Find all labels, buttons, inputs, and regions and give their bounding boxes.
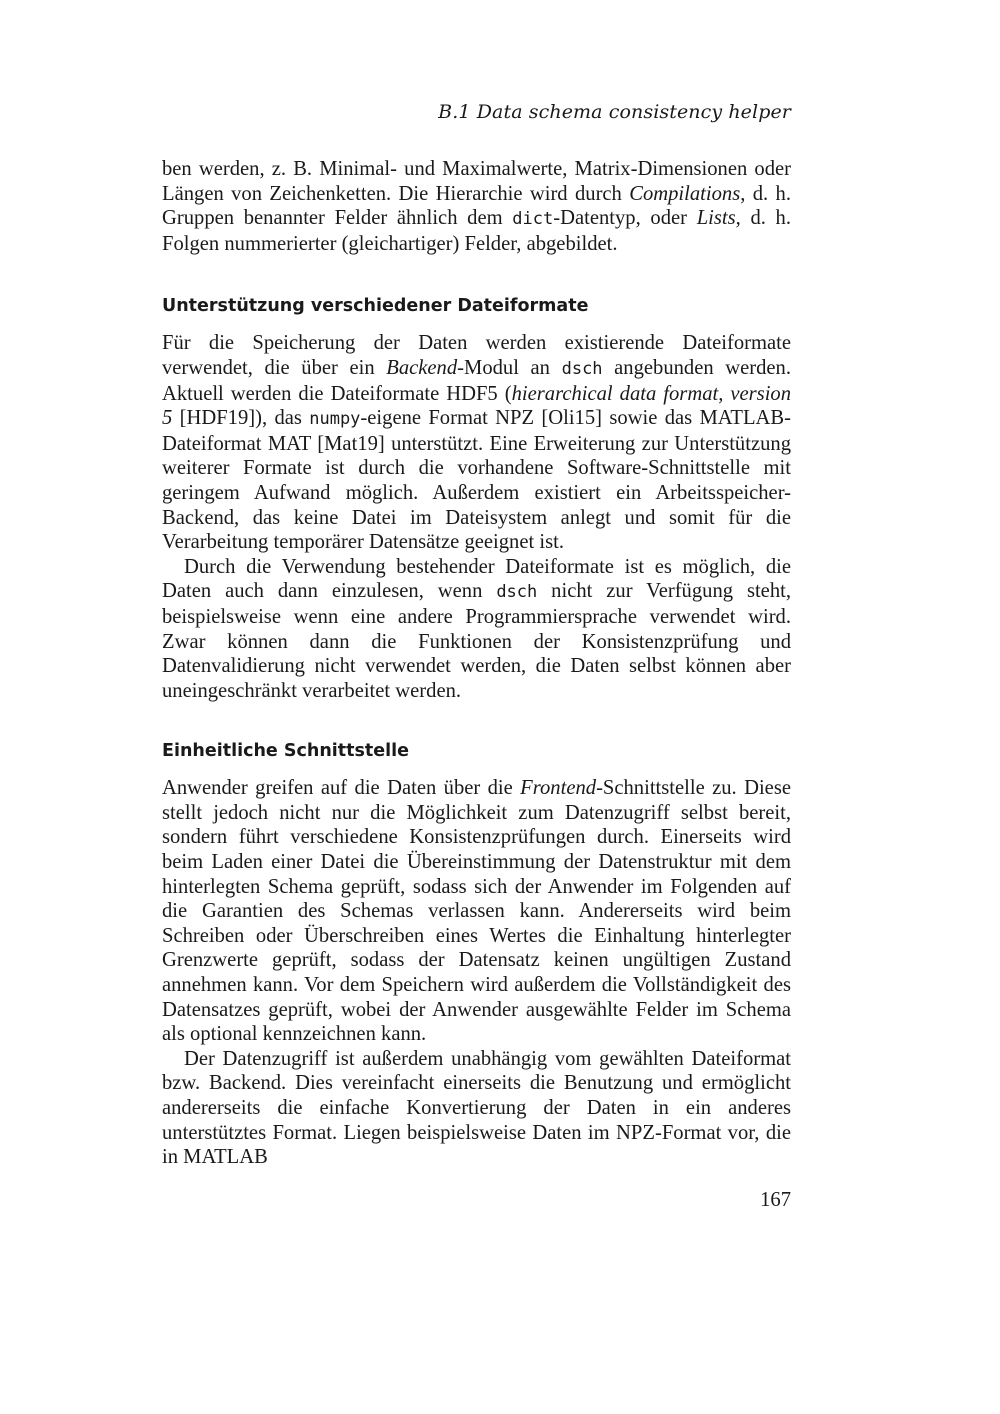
- running-header: B.1 Data schema consistency helper: [438, 101, 791, 123]
- text-run: -eigene Format NPZ [Oli15] sowie das MATLAB-Dateiformat MAT [Mat19] unterstützt. Eine Erweiterung zur Unterstützung weiterer Formate ist durch die vorhandene Software-Schnittstelle mit geringem Aufwand möglich. Außerdem existiert ein Arbeitsspeicher-Backend, das keine Datei im Dateisystem anlegt und somit für die Verarbeitung temporärer Datensätze geeignet ist.: [162, 407, 791, 554]
- text-run: Für die Speicherung der Daten werden existierende Dateiformate verwendet, die über ein: [162, 332, 791, 379]
- text-run: , d. h. Folgen nummerierter (gleichartiger) Felder, abgebildet.: [162, 207, 792, 255]
- inline-code: dict: [512, 209, 554, 230]
- inline-code: dsch: [496, 582, 538, 603]
- continued-paragraph: [162, 157, 791, 256]
- text-run: nicht zur Verfügung steht, beispielsweise wenn eine andere Programmiersprache verwendet wird. Zwar können dann die Funktionen der Konsistenzprüfung und Datenvalidierung nicht verwendet werden, die Daten selbst können aber uneingeschränkt verarbeitet werden.: [162, 580, 791, 702]
- text-run: -Datentyp, oder: [553, 207, 697, 230]
- emphasis: Compilations: [629, 182, 741, 205]
- emphasis: Backend: [386, 356, 458, 379]
- paragraph-interface-1: [162, 776, 791, 1047]
- emphasis: Lists: [696, 207, 736, 230]
- inline-code: dsch: [561, 358, 603, 379]
- body-text: [162, 157, 791, 1170]
- text-run: -Schnittstelle zu. Diese stellt jedoch nicht nur die Möglichkeit zum Datenzugriff selbst bereit, sondern führt verschiedene Konsistenzprüfungen durch. Einerseits wird beim Laden einer Datei die Übereinstimmung der Datenstruktur mit dem hinterlegten Schema geprüft, sodass sich der Anwender im Folgenden auf die Garantien des Schemas verlassen kann. Andererseits wird beim Schreiben oder Überschreiben eines Wertes die Einhaltung hinterlegter Grenzwerte geprüft, sodass der Datensatz keinen ungültigen Zustand annehmen kann. Vor dem Speichern wird außerdem die Vollständigkeit des Datensatzes geprüft, wobei der Anwender ausgewählte Felder im Schema als optional kennzeichnen kann.: [162, 777, 791, 1046]
- text-run: Durch die Verwendung bestehender Dateiformate ist es möglich, die Daten auch dann einzulesen, wenn: [162, 555, 791, 603]
- paragraph-file-formats-1: [162, 331, 791, 554]
- inline-code: numpy: [309, 409, 361, 430]
- text-run: ben werden, z. B. Minimal- und Maximalwerte, Matrix-Dimensionen oder Längen von Zeichenketten. Die Hierarchie wird durch: [162, 158, 791, 205]
- text-run: Anwender greifen auf die Daten über die: [162, 777, 521, 800]
- section-heading-file-formats: Unterstützung verschiedener Dateiformate: [162, 296, 589, 317]
- text-run: , d. h. Gruppen benannter Felder ähnlich dem: [162, 182, 791, 230]
- text-run: angebunden werden. Aktuell werden die Dateiformate HDF5 (: [162, 356, 792, 405]
- paragraph-interface-2: [162, 1047, 791, 1170]
- text-run: -Modul an: [457, 356, 562, 379]
- text-run: [HDF19]), das: [172, 407, 310, 430]
- page-number: 167: [760, 1189, 791, 1211]
- section-heading-interface: Einheitliche Schnittstelle: [162, 741, 410, 762]
- emphasis: Frontend: [520, 777, 597, 800]
- paragraph-file-formats-2: [162, 555, 791, 704]
- emphasis: hierarchical data format, version 5: [162, 382, 792, 430]
- text-run: Der Datenzugriff ist außerdem unabhängig vom gewählten Dateiformat bzw. Backend. Dies vereinfacht einerseits die Benutzung und ermöglicht andererseits die einfache Konvertierung der Daten in ein anderes unterstütztes Format. Liegen beispielsweise Daten im NPZ-Format vor, die in MATLAB: [162, 1047, 791, 1169]
